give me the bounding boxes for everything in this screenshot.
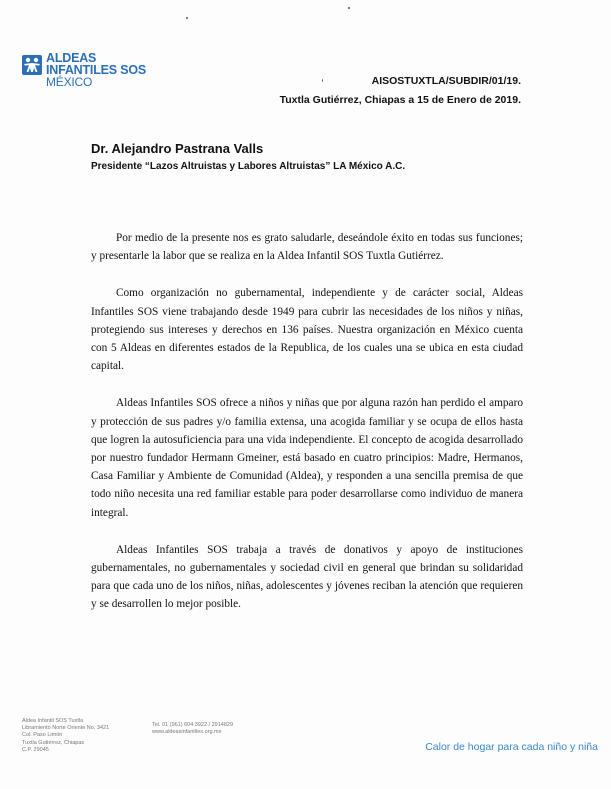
address-line: Libramiento Norte Oriente No. 3421 xyxy=(22,725,110,732)
letter-body xyxy=(91,229,523,633)
footer-phone: Tel. 01 (961) 604 3922 / 2914829 xyxy=(152,722,234,728)
paragraph: Aldeas Infantiles SOS ofrece a niños y niñas que por alguna razón han perdido el amparo y protección de sus padres y/o familia extensa, una acogida familiar y se ocupa de ellos hasta que logren la autosuficiencia para una vida independiente. El concepto de acogida desarrollado por nuestro fundador Hermann Gmeiner, está basado en cuatro principios: Madre, Hermanos, Casa Familiar y Ambiente de Comunidad (Aldea), y responden a una sencilla premisa de que todo niño necesita una red familiar estable para poder desarrollarse como individuo de manera integral. xyxy=(91,397,523,519)
paragraph: Por medio de la presente nos es grato saludarle, deseándole éxito en todas sus funciones; y presentarle la labor que se realiza en la Aldea Infantil SOS Tuxtla Gutiérrez. xyxy=(91,232,523,263)
scan-speck xyxy=(186,17,188,19)
paragraph: Aldeas Infantiles SOS trabaja a través de donativos y apoyo de instituciones gubernamentales, no gubernamentales y sociedad civil en general que brindan su solidaridad para que cada uno de los niños, niñas, adolescentes y jóvenes reciban la atención que requieren y se desarrollen lo mejor posible. xyxy=(91,543,523,611)
address-line: Col. Paso Limón xyxy=(22,732,63,739)
reference-block xyxy=(280,72,521,110)
scan-speck xyxy=(348,7,350,9)
logo-line-2: INFANTILES SOS xyxy=(46,63,146,77)
address-line: C.P. 29045 xyxy=(22,746,49,753)
footer-address xyxy=(22,718,109,754)
sos-children-icon xyxy=(22,55,42,75)
logo-text xyxy=(46,52,146,88)
address-line: Tuxtla Gutiérrez, Chiapas xyxy=(22,739,85,746)
aldeas-logo xyxy=(22,52,146,88)
logo-line-3: MÉXICO xyxy=(46,75,93,89)
logo-line-1: ALDEAS xyxy=(46,51,97,65)
place-date: Tuxtla Gutiérrez, Chiapas a 15 de Enero de 2019. xyxy=(279,94,521,106)
footer-tagline: Calor de hogar para cada niño y niña xyxy=(425,741,598,753)
footer-website: www.aldeasinfantiles.org.mx xyxy=(152,729,222,736)
recipient-block xyxy=(91,140,405,174)
footer-contact xyxy=(152,722,233,736)
recipient-name: Dr. Alejandro Pastrana Valls xyxy=(91,141,264,156)
reference-number: AISOSTUXTLA/SUBDIR/01/19. xyxy=(371,75,521,87)
recipient-title: Presidente “Lazos Altruistas y Labores Altruistas” LA México A.C. xyxy=(91,161,406,172)
address-line: Aldea Infantil SOS Tuxtla xyxy=(22,718,84,724)
paragraph: Como organización no gubernamental, independiente y de carácter social, Aldeas Infantiles SOS viene trabajando desde 1949 para cubrir las necesidades de los niños y niñas, protegiendo sus intereses y derechos en 136 países. Nuestra organización en México cuenta con 5 Aldeas en diferentes estados de la Republica, de los cuales una se ubica en esta ciudad capital. xyxy=(91,287,523,373)
